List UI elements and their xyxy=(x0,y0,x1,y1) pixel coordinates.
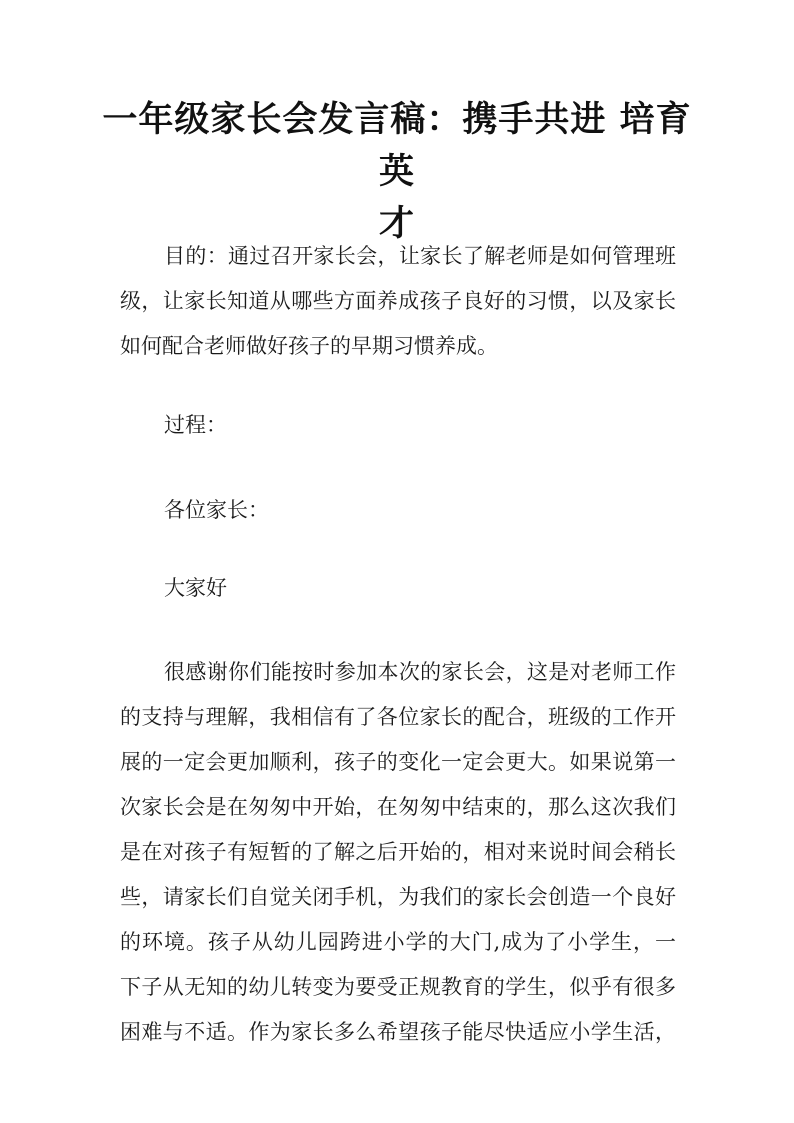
greeting: 大家好 xyxy=(164,576,227,600)
title-line-2: 才 xyxy=(378,203,415,244)
process-label: 过程： xyxy=(164,413,227,437)
purpose-first-line-wrap xyxy=(164,234,676,279)
body-line-2: 的支持与理解，我相信有了各位家长的配合，班级的工作开 xyxy=(120,705,676,729)
purpose-line-1: 目的：通过召开家长会，让家长了解老师是如何管理班 xyxy=(164,244,676,268)
purpose-line-3: 如何配合老师做好孩子的早期习惯养成。 xyxy=(120,334,498,358)
salutation: 各位家长： xyxy=(164,498,269,522)
body-line-5: 是在对孩子有短暂的了解之后开始的，相对来说时间会稍长 xyxy=(120,840,676,864)
body-line-6: 些，请家长们自觉关闭手机，为我们的家长会创造一个良好 xyxy=(120,885,676,909)
body-first-line-wrap xyxy=(164,650,676,695)
body-line-7: 的环境。孩子从幼儿园跨进小学的大门,成为了小学生，一 xyxy=(120,930,676,954)
body-line-3: 展的一定会更加顺利，孩子的变化一定会更大。如果说第一 xyxy=(120,750,676,774)
body-line-4: 次家长会是在匆匆中开始，在匆匆中结束的，那么这次我们 xyxy=(120,795,676,819)
body-line-8: 下子从无知的幼儿转变为要受正规教育的学生，似乎有很多 xyxy=(120,975,676,999)
document-title xyxy=(100,94,694,250)
body-line-9: 困难与不适。作为家长多么希望孩子能尽快适应小学生活， xyxy=(120,1020,676,1044)
body-paragraph xyxy=(120,695,676,1055)
title-line-1: 一年级家长会发言稿：携手共进 培育英 xyxy=(102,99,692,192)
body-line-1: 很感谢你们能按时参加本次的家长会，这是对老师工作 xyxy=(164,660,676,684)
purpose-paragraph xyxy=(120,279,676,369)
purpose-line-2: 级，让家长知道从哪些方面养成孩子良好的习惯，以及家长 xyxy=(120,289,676,313)
